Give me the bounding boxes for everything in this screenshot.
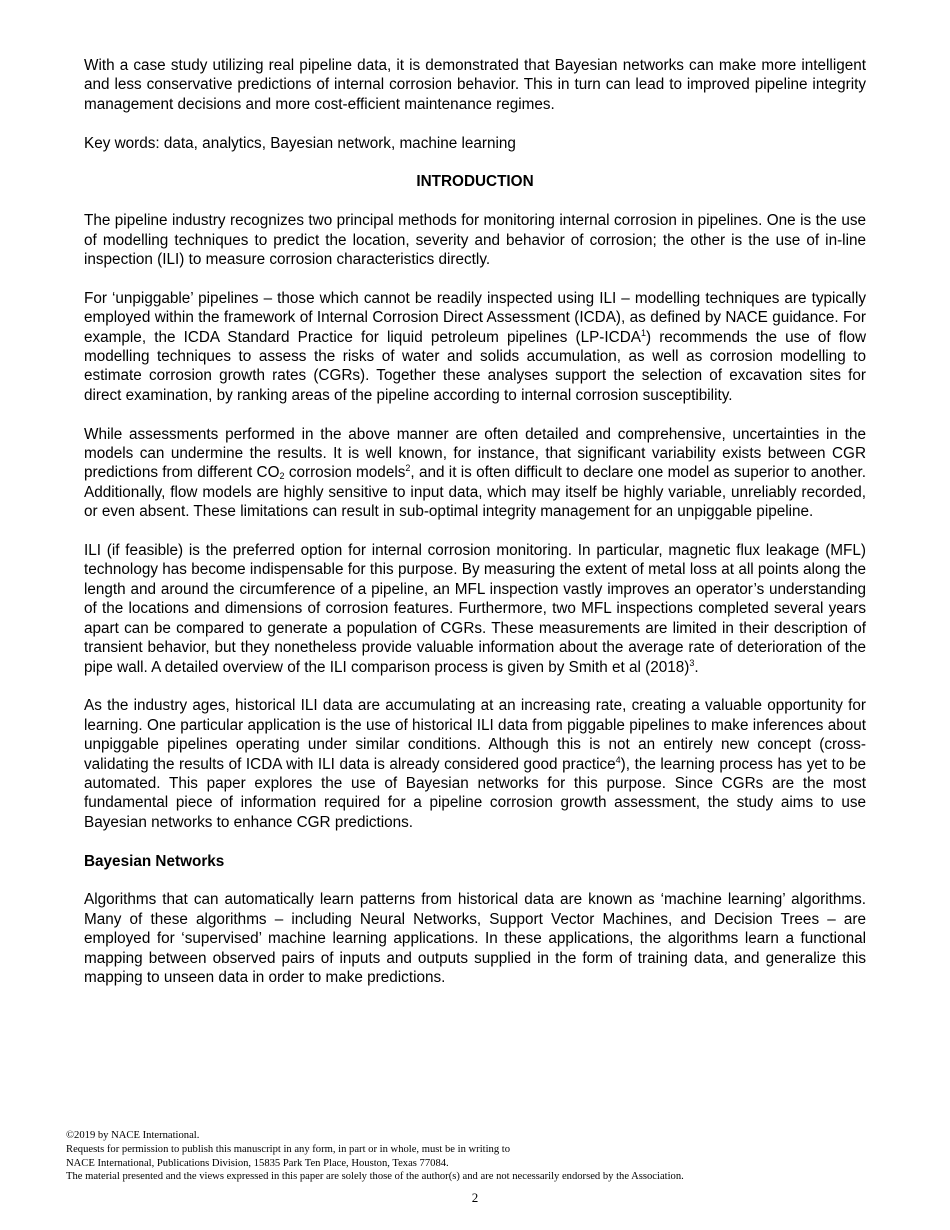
footer-address: NACE International, Publications Division, 15835 Park Ten Place, Houston, Texas 77084. bbox=[66, 1157, 449, 1169]
intro-paragraph-4: ILI (if feasible) is the preferred option for internal corrosion monitoring. In particular, magnetic flux leakage (MFL) technology has become indispensable for this purpose. By measuring the extent of metal loss at all points along the length and around the circumference of a pipeline, an MFL inspection vastly improves an operator’s understanding of the locations and dimensions of corrosion features. Furthermore, two MFL inspections completed several years apart can be compared to generate a population of CGRs. These measurements are limited in their description of transient behavior, but they nonetheless provide valuable information about the average rate of deterioration of the pipe wall. A detailed overview of the ILI comparison process is given by Smith et al $(2018)^3$. bbox=[84, 542, 866, 676]
introduction-heading: INTRODUCTION bbox=[416, 173, 534, 191]
citation-1: 1 bbox=[640, 327, 646, 338]
copyright-footer bbox=[66, 1129, 886, 1184]
intro-paragraph-2: For ‘unpiggable’ pipelines – those which cannot be readily inspected using ILI – modelling techniques are typically employed within the framework of Internal Corrosion Direct Assessment (ICDA), as defined by NACE guidance. For example, the ICDA Standard Practice for liquid petroleum pipelines (LP-ICDA$^1$) recommends the use of flow modelling techniques to assess the risks of water and solids accumulation, as well as corrosion modelling to estimate corrosion growth rates (CGRs). Together these analyses support the selection of excavation sites for direct examination, by ranking areas of the pipeline according to internal corrosion susceptibility. bbox=[84, 289, 866, 404]
intro-paragraph-5: As the industry ages, historical ILI data are accumulating at an increasing rate, creating a valuable opportunity for learning. One particular application is the use of historical ILI data from piggable pipelines to make inferences about unpiggable pipelines operating under similar conditions. Although this is not an entirely new concept (cross-validating the results of ICDA with ILI data is already considered good practice$^4$), the learning process has yet to be automated. This paper explores the use of Bayesian networks for this purpose. Since CGRs are the most fundamental piece of information required for a pipeline corrosion growth assessment, the study aims to use Bayesian networks to enhance CGR predictions. bbox=[84, 697, 866, 831]
citation-2: 2 bbox=[405, 463, 411, 474]
footer-disclaimer: The material presented and the views expressed in this paper are solely those of the author(s) and are not necessarily endorsed by the Association. bbox=[66, 1171, 684, 1183]
abstract-tail: With a case study utilizing real pipeline data, it is demonstrated that Bayesian networks can make more intelligent and less conservative predictions of internal corrosion behavior. This in turn can lead to improved pipeline integrity management decisions and more cost-efficient maintenance regimes. bbox=[84, 57, 866, 113]
citation-4: 4 bbox=[615, 754, 621, 765]
bayesian-paragraph-1: Algorithms that can automatically learn patterns from historical data are known as ‘machine learning’ algorithms. Many of these algorithms – including Neural Networks, Support Vector Machines, and Decision Trees – are employed for ‘supervised’ machine learning applications. In these applications, the algorithms learn a functional mapping between observed pairs of inputs and outputs supplied in the form of training data, and generalize this mapping to unseen data in order to make predictions. bbox=[84, 891, 866, 986]
bayesian-networks-heading: Bayesian Networks bbox=[84, 852, 225, 870]
intro-paragraph-1: The pipeline industry recognizes two principal methods for monitoring internal corrosion in pipelines. One is the use of modelling techniques to predict the location, severity and behavior of corrosion; the other is the use of in-line inspection (ILI) to measure corrosion characteristics directly. bbox=[84, 212, 866, 269]
citation-3: 3 bbox=[689, 657, 695, 668]
intro-paragraph-3: While assessments performed in the above manner are often detailed and comprehensive, uncertainties in the models can undermine the results. It is well known, for instance, that significant variability exists between CGR predictions from different $CO_2$ corrosion models$^2$, and it is often difficult to declare one model as superior to another. Additionally, flow models are highly sensitive to input data, which may itself be highly variable, unreliably recorded, or even absent. These limitations can result in sub-optimal integrity management for an unpiggable pipeline. bbox=[84, 425, 866, 521]
body-text bbox=[84, 56, 866, 1007]
co2-subscript: 2 bbox=[279, 471, 285, 482]
footer-permission: Requests for permission to publish this manuscript in any form, in part or in whole, must be in writing to bbox=[66, 1143, 511, 1155]
keywords: Key words: data, analytics, Bayesian network, machine learning bbox=[84, 134, 516, 152]
page-number: 2 bbox=[471, 1190, 479, 1205]
footer-copyright: ©2019 by NACE International. bbox=[66, 1130, 200, 1141]
